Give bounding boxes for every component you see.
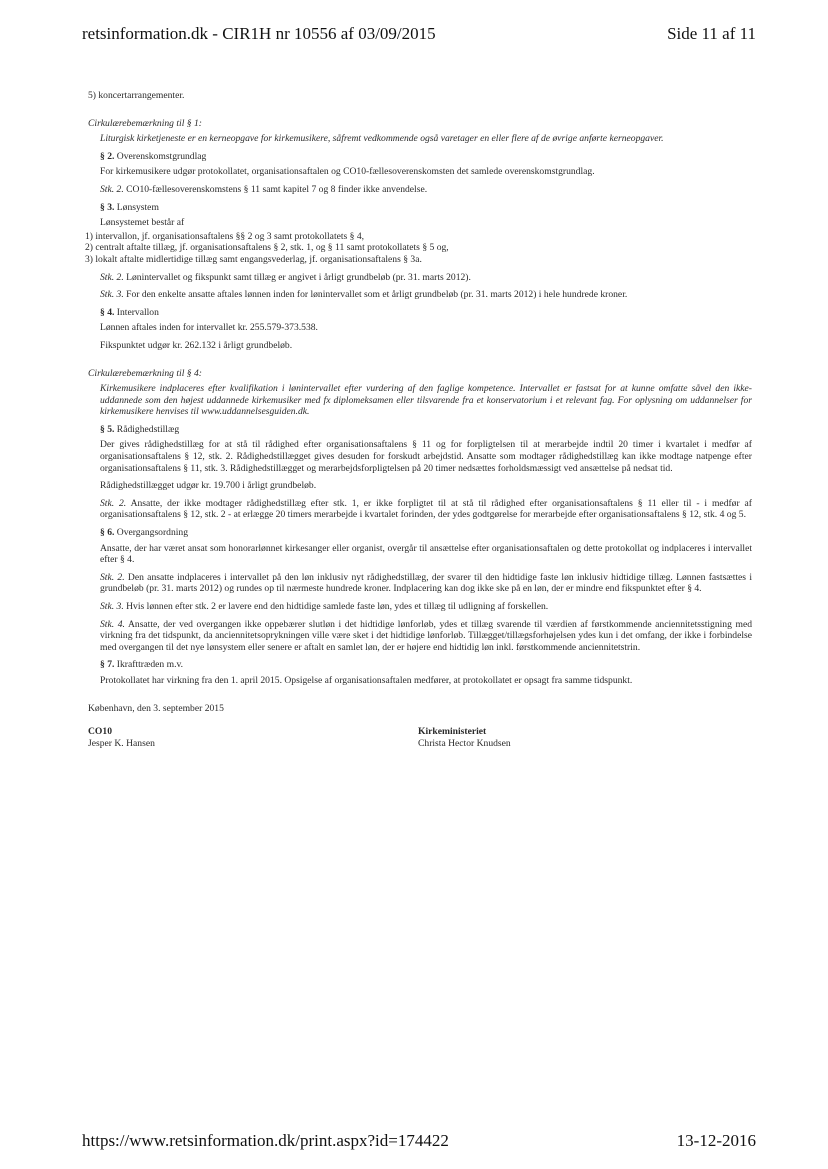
section-title: Overenskomstgrundlag — [116, 150, 207, 162]
paragraph: Lønnen aftales inden for intervallet kr. 255.579-373.538. — [100, 322, 318, 334]
section-heading — [88, 424, 752, 436]
list-item: 3) lokalt aftalte midlertidige tillæg samt engangsvederlag, jf. organisationsaftalens § 3a. — [85, 253, 422, 265]
paragraph — [88, 619, 752, 654]
stk-label: Stk. 3. — [100, 601, 124, 612]
list-item: 2) centralt aftalte tillæg, jf. organisationsaftalens § 2, stk. 1, og § 11 samt protokollatets § 5 og, — [85, 242, 449, 254]
paragraph — [88, 498, 752, 521]
section-number: § 3. — [100, 201, 115, 213]
document-body — [85, 90, 753, 766]
section-title: Intervallon — [116, 306, 159, 318]
section-number: § 5. — [100, 423, 115, 435]
signature-name: Christa Hector Knudsen — [418, 737, 511, 749]
list-item: 5) koncertarrangementer. — [88, 90, 185, 101]
stk-text: Den ansatte indplaceres i intervallet på den løn inklusiv nyt rådighedstillæg, der svarer til den hidtidige faste løn inklusiv hidtidige tillæg. Lønnen fastsættes i grundbeløb (pr. 31. marts 2012) og rundes op til nærmeste hundrede kroner. Indplacering kan dog ikke ske på en løn, der er mindre end fikspunktet efter § 4. — [100, 571, 752, 595]
paragraph: Rådighedstillægget udgør kr. 19.700 i årligt grundbeløb. — [100, 480, 317, 492]
section-heading — [88, 527, 752, 539]
section-title: Rådighedstillæg — [116, 423, 180, 435]
paragraph — [88, 572, 752, 595]
section-heading — [88, 202, 752, 214]
paragraph: Ansatte, der har været ansat som honorarlønnet kirkesanger eller organist, overgår til ansættelse efter organisationsaftalen og dette protokollat og indplaceres i intervallet efter § 4. — [100, 542, 752, 566]
numbered-list — [85, 231, 752, 266]
paragraph — [88, 289, 752, 301]
paragraph: Fikspunktet udgør kr. 262.132 i årligt grundbeløb. — [100, 339, 293, 351]
section-number: § 6. — [100, 527, 115, 539]
signature-name: Jesper K. Hansen — [88, 737, 155, 749]
stk-text: Hvis lønnen efter stk. 2 er lavere end den hidtidige samlede faste løn, ydes et tillæg til udligning af forskellen. — [126, 601, 549, 612]
stk-text: For den enkelte ansatte aftales lønnen inden for lønintervallet som et årligt grundbeløb (pr. 31. marts 2012) i hele hundrede kroner. — [126, 289, 628, 301]
signature-left — [88, 726, 155, 749]
section-heading — [88, 659, 752, 671]
stk-label: Stk. 4. — [100, 618, 125, 630]
stk-text: CO10-fællesoverenskomstens § 11 samt kapitel 7 og 8 finder ikke anvendelse. — [126, 183, 428, 195]
stk-text: Ansatte, der ved overgangen ikke oppebærer slutløn i det hidtidige lønforløb, ydes et tillæg svarende til værdien af førstkommende anciennitetsstigning med virkning fra det tidspunkt, da anciennitetsoprykningen ville være sket i det hidtidige lønforløb. Tillægget/tillægsforhøjelsen ydes kun i det omfang, der ikke i forbindelse med overgangen til det nye lønsystem eller senere er aftalt en samlet løn, der er højere end hidtidig løn inkl. førstkommende anciennitetstrin. — [100, 618, 752, 653]
paragraph — [88, 184, 752, 196]
section-title: Overgangsordning — [116, 527, 189, 539]
signature-org: Kirkeministeriet — [418, 726, 487, 738]
section-title: Ikrafttræden m.v. — [116, 659, 184, 671]
page-number: Side 11 af 11 — [667, 24, 756, 43]
print-url: https://www.retsinformation.dk/print.aspx?id=174422 — [82, 1131, 449, 1150]
paragraph: For kirkemusikere udgør protokollatet, organisationsaftalen og CO10-fællesoverenskomsten det samlede overenskomstgrundlag. — [100, 166, 595, 178]
stk-text: Ansatte, der ikke modtager rådighedstillæg efter stk. 1, er ikke forpligtet til at stå til rådighed efter organisationsaftalens § 11 eller til - i medfør af organisationsaftalens § 12, stk. 2 - at erlægge 20 timers merarbejde i kvartalet forinden, der ydes godtgørelse for merarbejde efter organisationsaftalens § 12, stk. 4 og 5. — [100, 497, 753, 521]
stk-label: Stk. 3. — [100, 289, 124, 301]
section-number: § 7. — [100, 659, 115, 671]
signatures — [88, 726, 752, 766]
paragraph: Protokollatet har virkning fra den 1. april 2015. Opsigelse af organisationsaftalen medfører, at protokollatet er opsagt fra samme tidspunkt. — [100, 674, 633, 686]
paragraph — [88, 601, 752, 613]
stk-label: Stk. 2. — [100, 497, 127, 509]
paragraph: Lønsystemet består af — [100, 217, 185, 229]
place-date: København, den 3. september 2015 — [88, 702, 224, 714]
stk-text: Lønintervallet og fikspunkt samt tillæg er angivet i årligt grundbeløb (pr. 31. marts 2012). — [126, 271, 471, 283]
stk-label: Stk. 2. — [100, 183, 124, 195]
section-number: § 2. — [100, 150, 115, 162]
paragraph: Der gives rådighedstillæg for at stå til rådighed efter organisationsaftalens § 11 og for forpligtelsen til at merarbejde indtil 20 timer i kvartalet i medfør af organisationsaftalens § 12, stk. 2. Rådighedstillægget gives desuden for forskudt arbejdstid. Ansatte som modtager rådighedstillæg kan ikke modtage natpenge efter organisationsaftalens § 11, stk. 3. Rådighedstillægget og merarbejdsforpligtelsen på 20 timer nedsættes forholdsmæssigt ved ansættelse på nedsat tid. — [100, 439, 752, 474]
stk-label: Stk. 2. — [100, 271, 124, 283]
signature-org: CO10 — [88, 726, 112, 738]
document-title: retsinformation.dk - CIR1H nr 10556 af 03/09/2015 — [82, 24, 436, 43]
remark-title: Cirkulærebemærkning til § 1: — [88, 117, 202, 129]
section-number: § 4. — [100, 306, 115, 318]
list-item: 1) intervallon, jf. organisationsaftalens §§ 2 og 3 samt protokollatets § 4, — [85, 230, 365, 242]
remark-text: Liturgisk kirketjeneste er en kerneopgave for kirkemusikere, såfremt vedkommende også varetager en eller flere af de øvrige anførte kerneopgaver. — [100, 133, 664, 145]
section-title: Lønsystem — [116, 201, 159, 213]
stk-label: Stk. 2. — [100, 571, 125, 583]
remark-text: Kirkemusikere indplaceres efter kvalifikation i lønintervallet efter vurdering af den faglige kompetence. Intervallet er fastsat for at kunne omfatte såvel den ikke-uddannede som den højest uddannede kirkemusiker med fx diplomeksamen eller tilsvarende fra et konservatorium i et relevant fag. For oplysning om uddannelser for kirkemusikere henvises til www.uddannelsesguiden.dk. — [100, 383, 752, 418]
print-date: 13-12-2016 — [676, 1131, 756, 1150]
section-heading — [88, 307, 752, 319]
signature-right — [418, 726, 511, 749]
remark-title: Cirkulærebemærkning til § 4: — [88, 367, 202, 379]
paragraph — [88, 272, 752, 284]
section-heading — [88, 151, 752, 163]
